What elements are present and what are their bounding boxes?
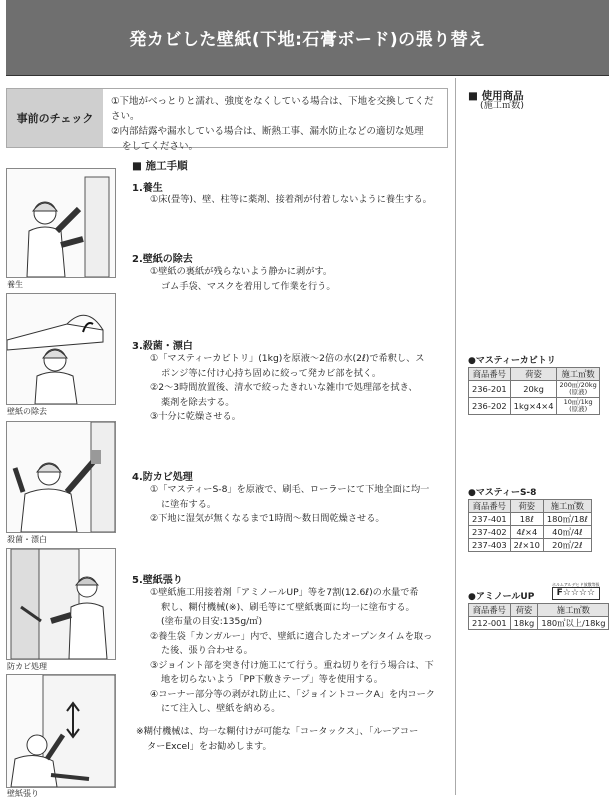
step-line: ポンジ等に付け心持ち固めに絞って発カビ部を拭く。 [161, 367, 382, 379]
precheck-line: をしてください。 [122, 141, 199, 152]
worker-illustration [7, 294, 115, 404]
step-line: (塗布量の目安:135g/㎡) [161, 616, 263, 627]
table-cell: 1kg×4×4 [510, 398, 557, 415]
badge-rating: F☆☆☆☆ [552, 587, 600, 600]
column-divider [455, 78, 456, 795]
step-body [150, 483, 429, 527]
step-line: ①「マスティーカビトリ」(1kg)を原液～2倍の水(2ℓ)で希釈し、ス [150, 353, 425, 364]
step-title: 4.防カビ処理 [132, 472, 193, 483]
caption: 養生 [7, 280, 23, 289]
step-line: ②養生袋「カンガルー」内で、壁紙に適合したオープンタイムを取っ [150, 630, 433, 642]
table-cell: 20kg [510, 381, 557, 398]
step-line: ①壁紙施工用接着剤「アミノールUP」等を7割(12.6ℓ)の水量で希 [150, 587, 419, 598]
note-line: ターExcel」をお勧めします。 [147, 740, 272, 752]
table-cell: 2ℓ×10 [510, 539, 543, 552]
precheck-label: 事前のチェック [7, 89, 103, 147]
table-cell: 18ℓ [510, 513, 543, 526]
product-name: ●マスティーカビトリ [468, 356, 556, 366]
table-header: 施工㎡数 [557, 368, 599, 381]
table-header: 施工㎡数 [538, 604, 609, 617]
illustration-wallpaper [6, 674, 116, 788]
table-cell: 40㎡/4ℓ [543, 526, 591, 539]
procedure-heading: ■ 施工手順 [132, 160, 188, 172]
step-line: ④コーナー部分等の剥がれ防止に、「ジョイントコークA」を内コーク [150, 688, 435, 700]
table-header: 荷姿 [510, 604, 538, 617]
cell-line: (原液) [569, 388, 588, 396]
illustration-removal [6, 293, 116, 405]
precheck-text [103, 89, 447, 152]
product-table [468, 603, 609, 630]
cell-line: 10㎡/1kg [563, 398, 593, 406]
product-name: ●アミノールUP [468, 592, 535, 602]
worker-illustration [7, 549, 115, 659]
table-cell: 20㎡/2ℓ [543, 539, 591, 552]
step-line: ①床(畳等)、壁、柱等に薬剤、接着剤が付着しないように養生する。 [150, 194, 432, 205]
product-table [468, 499, 592, 552]
table-cell: 236-201 [469, 381, 511, 398]
table-header: 商品番号 [469, 500, 511, 513]
formaldehyde-badge [552, 582, 600, 600]
step-title: 1.養生 [132, 183, 163, 194]
page-title: 発カビした壁紙(下地:石膏ボード)の張り替え [6, 0, 609, 76]
illustration-curing [6, 168, 116, 278]
table-header: 商品番号 [469, 604, 511, 617]
step-line: ②2～3時間放置後、清水で絞ったきれいな雑巾で処理部を拭き、 [150, 382, 418, 393]
caption: 殺菌・漂白 [7, 535, 47, 544]
table-header: 荷姿 [510, 368, 557, 381]
note-line: ※糊付機械は、均一な糊付けが可能な「コータックス」、「ルーアコー [136, 726, 419, 737]
table-cell: 180㎡以上/18kg [538, 617, 609, 630]
table-cell [557, 398, 599, 415]
table-header: 施工㎡数 [543, 500, 591, 513]
step-title: 3.殺菌・漂白 [132, 341, 193, 352]
table-header: 商品番号 [469, 368, 511, 381]
caption: 防カビ処理 [7, 662, 47, 671]
table-header: 荷姿 [510, 500, 543, 513]
product-table [468, 367, 600, 415]
step-body [150, 352, 424, 425]
step-line: ③十分に乾燥させる。 [150, 411, 241, 422]
table-cell: 237-403 [469, 539, 511, 552]
step-line: ①「マスティーS-8」を原液で、刷毛、ローラーにて下地全面に均一 [150, 484, 430, 495]
caption: 壁紙張り [7, 789, 39, 798]
worker-illustration [7, 675, 115, 787]
step-body [150, 265, 336, 294]
step-line: ③ジョイント部を突き付け施工にて行う。重ね切りを行う場合は、下 [150, 659, 434, 671]
step-line: 薬剤を除去する。 [161, 396, 235, 408]
table-cell: 4ℓ×4 [510, 526, 543, 539]
table-cell: 237-401 [469, 513, 511, 526]
illustration-sterilize [6, 421, 116, 533]
note [136, 725, 418, 754]
step-line: に塗布する。 [161, 498, 217, 510]
step-line: ②下地に湿気が無くなるまで1時間～数日間乾燥させる。 [150, 513, 385, 524]
step-line: ゴム手袋、マスクを着用して作業を行う。 [161, 280, 336, 292]
table-cell [557, 381, 599, 398]
cell-line: 200㎡/20kg [559, 381, 597, 389]
worker-illustration [7, 422, 115, 532]
products-subheading: (施工㎡数) [480, 100, 524, 111]
cell-line: (原液) [569, 405, 588, 413]
step-line: 釈し、糊付機械(※)、刷毛等にて壁紙裏面に均一に塗布する。 [161, 601, 415, 613]
badge-caption: ホルムアルデヒド放散等級 [552, 582, 600, 587]
table-cell: 180㎡/18ℓ [543, 513, 591, 526]
step-line: 地を切らないよう「PP下敷きテープ」等を使用する。 [161, 674, 383, 685]
step-title: 2.壁紙の除去 [132, 254, 193, 265]
step-line: にて注入し、壁紙を納める。 [161, 703, 281, 714]
worker-illustration [7, 169, 115, 277]
step-title: 5.壁紙張り [132, 575, 183, 586]
product-name: ●マスティーS-8 [468, 488, 537, 498]
table-cell: 236-202 [469, 398, 511, 415]
step-body [150, 586, 435, 717]
precheck-line: ②内部結露や漏水している場合は、断熱工事、漏水防止などの適切な処理 [111, 126, 424, 137]
illustration-antimold [6, 548, 116, 660]
precheck-box [6, 88, 448, 152]
caption: 壁紙の除去 [7, 407, 47, 416]
step-line: た後、張り合わせる。 [161, 645, 253, 656]
products-heading: ■ 使用商品 [468, 90, 524, 102]
precheck-line: ①下地がべっとりと濡れ、強度をなくしている場合は、下地を交換してください。 [111, 96, 434, 122]
step-body [150, 193, 432, 208]
table-cell: 237-402 [469, 526, 511, 539]
table-cell: 212-001 [469, 617, 511, 630]
step-line: ①壁紙の裏紙が残らないよう静かに剥がす。 [150, 266, 333, 277]
table-cell: 18kg [510, 617, 538, 630]
